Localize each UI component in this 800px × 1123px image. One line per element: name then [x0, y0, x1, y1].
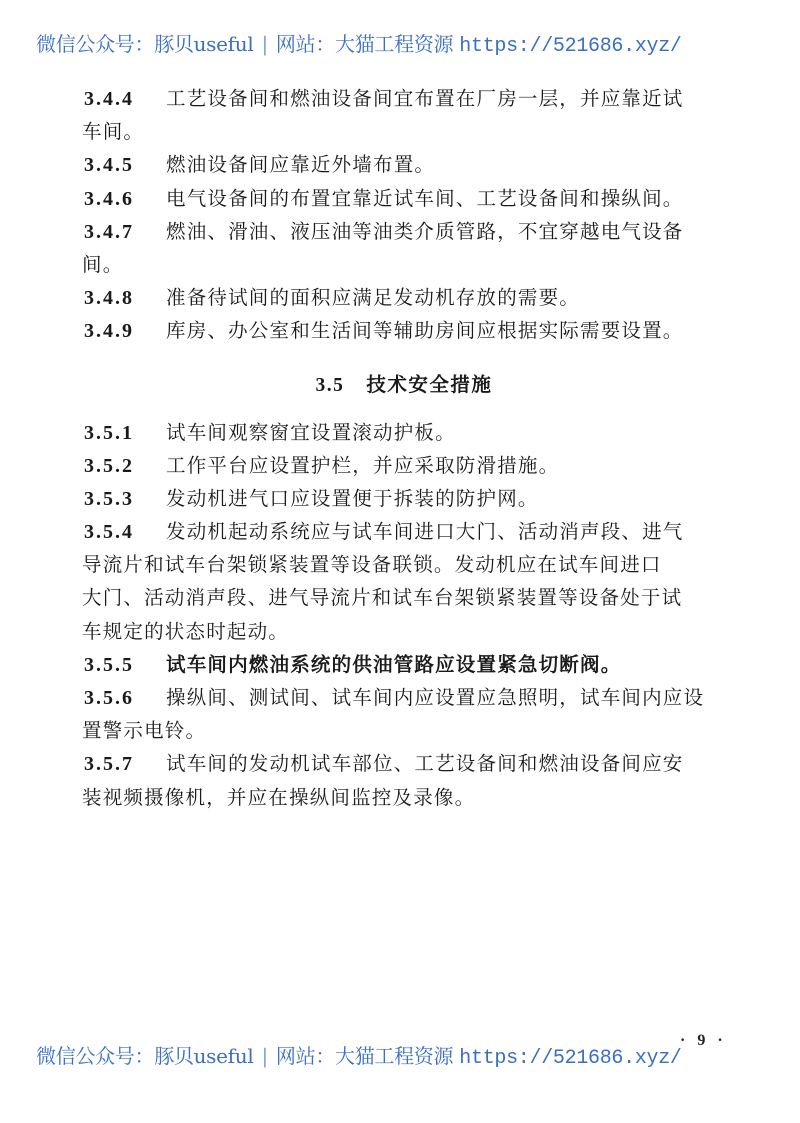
page-content — [84, 82, 724, 814]
clause-number: 3.5.6 — [84, 687, 134, 709]
clause-number: 3.4.4 — [84, 88, 134, 110]
watermark-site: 网站：大猫工程资源 — [275, 1044, 454, 1068]
clause-number: 3.5.7 — [84, 753, 134, 776]
clause-3-5-4 — [84, 515, 724, 548]
clause-3-4-9 — [84, 314, 724, 347]
clause-number: 3.5.3 — [84, 487, 134, 510]
clause-number: 3.4.7 — [84, 220, 134, 243]
clause-3-4-6 — [84, 182, 724, 215]
watermark-url[interactable]: https://521686.xyz/ — [459, 1047, 682, 1070]
clause-text-mandatory: 试车间内燃油系统的供油管路应设置紧急切断阀。 — [166, 652, 622, 676]
clause-number: 3.5.5 — [84, 653, 134, 676]
clause-3-5-6-cont: 置警示电铃。 — [82, 719, 207, 743]
clause-text: 电气设备间的布置宜靠近试车间、工艺设备间和操纵间。 — [166, 186, 684, 210]
watermark-wechat: 微信公众号：豚贝useful — [36, 32, 254, 56]
watermark-footer — [36, 1040, 776, 1070]
clause-text: 发动机起动系统应与试车间进口大门、活动消声段、进气 — [166, 520, 684, 544]
clause-3-5-3 — [84, 482, 724, 515]
clause-text: 准备待试间的面积应满足发动机存放的需要。 — [166, 286, 581, 310]
clause-3-5-1 — [84, 416, 724, 449]
clause-text: 工艺设备间和燃油设备间宜布置在厂房一层，并应靠近试 — [166, 87, 684, 110]
clause-3-5-7 — [84, 747, 724, 780]
section-heading-3-5 — [84, 368, 724, 402]
clause-text: 库房、办公室和生活间等辅助房间应根据实际需要设置。 — [166, 319, 684, 343]
page-number: · 9 · — [680, 1032, 727, 1049]
clause-3-5-6 — [84, 681, 724, 714]
watermark-separator: | — [261, 32, 268, 56]
clause-text: 操纵间、测试间、试车间内应设置应急照明，试车间内应设 — [166, 686, 705, 709]
clause-3-4-8 — [84, 281, 724, 314]
watermark-header — [36, 28, 776, 58]
clause-number: 3.5.4 — [84, 521, 134, 544]
clause-3-4-5 — [84, 148, 724, 181]
clause-3-5-4-cont-1: 导流片和试车台架锁紧装置等设备联锁。发动机应在试车间进口 — [82, 553, 662, 577]
clause-number: 3.4.6 — [84, 187, 134, 210]
clause-number: 3.5.2 — [84, 454, 134, 477]
clause-3-5-4-cont-2: 大门、活动消声段、进气导流片和试车台架锁紧装置等设备处于试 — [82, 586, 683, 610]
clause-3-4-4 — [84, 82, 724, 115]
clause-number: 3.5.1 — [84, 421, 134, 444]
clause-3-5-2 — [84, 449, 724, 482]
clause-3-5-7-cont: 装视频摄像机，并应在操纵间监控及录像。 — [82, 785, 476, 809]
section-number: 3.5 — [315, 374, 345, 396]
clause-number: 3.4.5 — [84, 154, 134, 177]
watermark-separator: | — [261, 1044, 268, 1068]
clause-number: 3.4.8 — [84, 287, 134, 310]
watermark-url[interactable]: https://521686.xyz/ — [459, 35, 682, 58]
clause-text: 燃油设备间应靠近外墙布置。 — [166, 153, 436, 177]
clause-text: 工作平台应设置护栏，并应采取防滑措施。 — [166, 453, 560, 477]
clause-text: 试车间观察窗宜设置滚动护板。 — [166, 420, 456, 444]
clause-3-4-7-cont: 间。 — [82, 252, 124, 276]
clause-3-5-5 — [84, 648, 724, 681]
clause-text: 试车间的发动机试车部位、工艺设备间和燃油设备间应安 — [166, 752, 684, 776]
watermark-site: 网站：大猫工程资源 — [275, 32, 454, 56]
clause-3-4-7 — [84, 215, 724, 248]
section-title: 技术安全措施 — [366, 372, 493, 396]
clause-text: 发动机进气口应设置便于拆装的防护网。 — [166, 486, 539, 510]
clause-text: 燃油、滑油、液压油等油类介质管路，不宜穿越电气设备 — [166, 219, 684, 243]
clause-3-4-4-cont: 车间。 — [82, 120, 145, 144]
watermark-wechat: 微信公众号：豚贝useful — [36, 1044, 254, 1068]
clause-number: 3.4.9 — [84, 320, 134, 343]
clause-3-5-4-cont-3: 车规定的状态时起动。 — [82, 619, 290, 643]
